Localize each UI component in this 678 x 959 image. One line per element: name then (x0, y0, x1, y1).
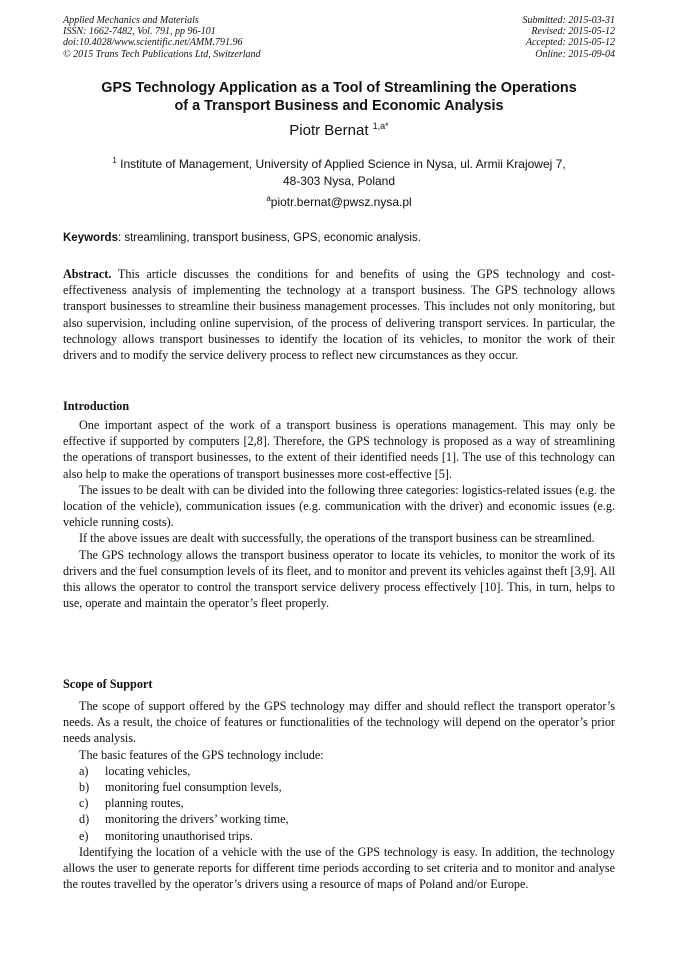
abstract-text: This article discusses the conditions for and benefits of using the GPS technology and cost-effectiveness analysis of implementing the technology at a transport business. The GPS technology allows transport businesses to streamline their business management processes. This includes not only monitoring, but also supervision, including online supervision, of the process of delivering transport services. In particular, the technology allows transport businesses to identify the location of its vehicles, to monitor the work of their drivers and to modify the service delivery process to reflect new circumstances as they occur. (63, 267, 615, 363)
abstract-label: Abstract. (63, 267, 112, 281)
keywords-text: : streamlining, transport business, GPS, economic analysis. (117, 232, 421, 244)
intro-paragraph: The issues to be dealt with can be divided into the following three categories: logistics-related issues (e.g. the location of the vehicle), communication issues (e.g. communication with the driver) and economic issues (e.g. vehicle running costs). (63, 482, 615, 530)
list-item-text: monitoring unauthorised trips. (105, 828, 253, 843)
list-item (63, 828, 615, 844)
abstract (63, 266, 615, 363)
date-revised: Revised: 2015-05-12 (531, 26, 615, 38)
journal-name: Applied Mechanics and Materials (63, 15, 199, 26)
list-item-text: monitoring the drivers’ working time, (105, 812, 289, 827)
keywords-line (63, 232, 615, 244)
list-item-text: locating vehicles, (105, 763, 191, 778)
list-item (63, 795, 615, 811)
list-item (63, 811, 615, 827)
intro-paragraph: The GPS technology allows the transport business operator to locate its vehicles, to monitor the work of its drivers and the fuel consumption levels of its fleet, and to monitor and prevent its vehicles against theft [3,9]. All this allows the operator to control the transport service delivery process effectively [10]. This, in turn, helps to use, operate and maintain the operator’s fleet properly. (63, 547, 615, 611)
email-address[interactable]: piotr.bernat@pwsz.nysa.pl (270, 195, 412, 209)
scope-paragraph: The scope of support offered by the GPS technology may differ and should reflect the transport operator’s needs. As a result, the choice of features or functionalities of the technology will depend on the operator’s prior needs analysis. (63, 699, 615, 746)
list-item-text: monitoring fuel consumption levels, (105, 780, 282, 795)
author-superscript: 1,a* (372, 121, 389, 131)
paper-title (60, 80, 618, 115)
email-superscript: a (266, 194, 271, 203)
list-marker: a) (79, 763, 89, 778)
affiliation-line-1: Institute of Management, University of Applied Science in Nysa, ul. Armii Krajowej 7, (116, 157, 566, 171)
list-marker: b) (79, 780, 90, 795)
affiliation-superscript: 1 (112, 156, 117, 165)
journal-issn: ISSN: 1662-7482, Vol. 791, pp 96-101 (63, 26, 216, 38)
section-heading-scope: Scope of Support (63, 677, 153, 691)
publication-dates (523, 15, 616, 60)
list-item (63, 779, 615, 795)
list-marker: d) (79, 812, 90, 827)
author-line (60, 121, 618, 139)
features-list (63, 763, 615, 844)
intro-paragraph: If the above issues are dealt with successfully, the operations of the transport business can be streamlined. (79, 531, 595, 546)
date-submitted: Submitted: 2015-03-31 (522, 15, 615, 26)
affiliation-line-2: 48-303 Nysa, Poland (282, 173, 396, 188)
date-accepted: Accepted: 2015-05-12 (525, 37, 615, 49)
date-online: Online: 2015-09-04 (535, 48, 615, 60)
affiliation (60, 153, 618, 189)
author-name: Piotr Bernat (289, 122, 373, 139)
title-line-2: of a Transport Business and Economic Analysis (174, 97, 504, 114)
scope-paragraph: Identifying the location of a vehicle with the use of the GPS technology is easy. In addition, the technology allows the user to generate reports for different time periods according to set criteria and to monitor and analyse the routes travelled by the operator’s drivers using a resource of maps of Poland and/or Europe. (63, 844, 615, 892)
journal-meta (63, 15, 261, 60)
list-item (63, 763, 615, 779)
scope-body (63, 698, 615, 892)
section-heading-introduction: Introduction (63, 399, 130, 413)
journal-copyright: © 2015 Trans Tech Publications Ltd, Switzerland (63, 48, 261, 60)
introduction-body (63, 417, 615, 611)
title-line-1: GPS Technology Application as a Tool of Streamlining the Operations (101, 80, 577, 96)
scope-paragraph: The basic features of the GPS technology include: (79, 747, 324, 762)
journal-doi: doi:10.4028/www.scientific.net/AMM.791.96 (63, 37, 243, 49)
list-marker: c) (79, 796, 89, 811)
list-marker: e) (79, 828, 89, 843)
keywords-label: Keywords (63, 232, 118, 244)
author-email (60, 194, 618, 209)
list-item-text: planning routes, (105, 796, 184, 811)
intro-paragraph: One important aspect of the work of a transport business is operations management. This may only be effective if supported by computers [2,8]. Therefore, the GPS technology is proposed as a way of streamlining the operations of transport businesses, to the extent of their identified needs [1]. The use of this technology can also help to make the operations of transport businesses more cost-effective [5]. (63, 418, 615, 481)
